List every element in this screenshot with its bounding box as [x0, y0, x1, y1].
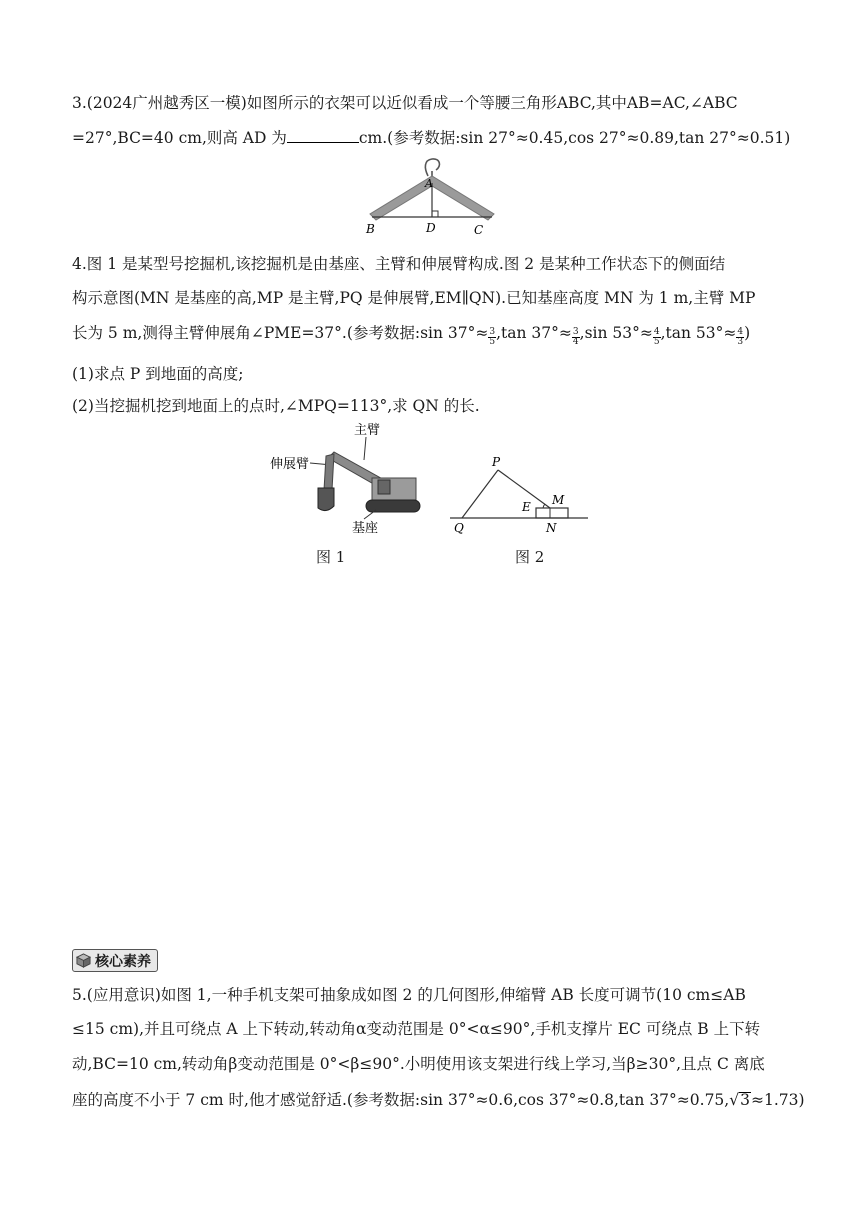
- caption-figure-2: 图 2: [515, 548, 545, 566]
- label-e: E: [522, 500, 531, 514]
- label-base: 基座: [352, 521, 379, 536]
- excavator-figure: [268, 420, 428, 538]
- base-rectangle: [536, 508, 568, 518]
- fraction-3-5: $\frac{3}{5}$: [489, 327, 496, 347]
- q4-part-1: (1)求点 P 到地面的高度;: [72, 365, 244, 383]
- label-extend-arm: 伸展臂: [270, 457, 310, 472]
- fraction-4-5: $\frac{4}{5}$: [653, 327, 660, 347]
- q4-line-3-d: ,tan 53°≈: [660, 324, 737, 342]
- angle-arc: [543, 504, 545, 508]
- q5-line-4-a: 座的高度不小于 7 cm 时,他才感觉舒适.(参考数据:sin 37°≈0.6,cos 37°≈0.8,tan 37°≈0.75,: [72, 1091, 730, 1109]
- caption-figure-1: 图 1: [316, 548, 346, 566]
- answer-blank: [287, 128, 359, 143]
- q3-line-2-a: =27°,BC=40 cm,则高 AD 为: [72, 129, 287, 147]
- hanger-figure: [362, 156, 502, 238]
- q4-part-2: (2)当挖掘机挖到地面上的点时,∠MPQ=113°,求 QN 的长.: [72, 397, 480, 415]
- q4-line-3-b: ,tan 37°≈: [496, 324, 572, 342]
- sqrt-argument: 3: [740, 1091, 750, 1109]
- segment-pq: [462, 470, 498, 518]
- excavator-stick: [324, 454, 334, 490]
- schematic-figure: [446, 452, 596, 536]
- q4-line-2: 构示意图(MN 是基座的高,MP 是主臂,PQ 是伸展臂,EM∥QN).已知基座高度 MN 为 1 m,主臂 MP: [72, 289, 756, 307]
- q4-line-3: [72, 323, 750, 347]
- label-p: P: [492, 455, 501, 469]
- cube-icon: [76, 953, 91, 968]
- right-angle-mark: [432, 211, 438, 217]
- label-c: C: [474, 223, 484, 237]
- label-d: D: [426, 221, 436, 235]
- q5-line-4: 座的高度不小于 7 cm 时,他才感觉舒适.(参考数据:sin 37°≈0.6,cos 37°≈0.8,tan 37°≈0.75,√3≈1.73): [72, 1091, 805, 1109]
- q4-line-1: 4.图 1 是某型号挖掘机,该挖掘机是由基座、主臂和伸展臂构成.图 2 是某种工作状态下的侧面结: [72, 255, 726, 273]
- q5-line-1: 5.(应用意识)如图 1,一种手机支架可抽象成如图 2 的几何图形,伸缩臂 AB 长度可调节(10 cm≤AB: [72, 986, 746, 1004]
- fraction-4-3: $\frac{4}{3}$: [737, 327, 744, 347]
- section-badge: [72, 949, 158, 972]
- label-b: B: [366, 222, 375, 236]
- q4-line-3-a: 长为 5 m,测得主臂伸展角∠PME=37°.(参考数据:sin 37°≈: [72, 324, 489, 342]
- pointer-main-arm: [364, 437, 366, 460]
- q3-line-1: 3.(2024广州越秀区一模)如图所示的衣架可以近似看成一个等腰三角形ABC,其中AB=AC,∠ABC: [72, 94, 738, 112]
- q3-line-2-b: cm.(参考数据:sin 27°≈0.45,cos 27°≈0.89,tan 27°≈0.51): [358, 129, 791, 147]
- q3-line-2: [72, 128, 790, 148]
- excavator-cab: [378, 480, 390, 494]
- label-q: Q: [454, 521, 464, 535]
- section-badge-label: 核心素养: [95, 953, 151, 970]
- excavator-bucket: [318, 488, 334, 511]
- label-a: A: [425, 177, 433, 190]
- label-n: N: [546, 521, 557, 535]
- q5-line-4-b: ≈1.73): [750, 1091, 805, 1109]
- label-main-arm: 主臂: [354, 423, 381, 438]
- q5-line-2: ≤15 cm),并且可绕点 A 上下转动,转动角α变动范围是 0°<α≤90°,手机支撑片 EC 可绕点 B 上下转: [72, 1020, 761, 1038]
- q5-line-3: 动,BC=10 cm,转动角β变动范围是 0°<β≤90°.小明使用该支架进行线上学习,当β≥30°,且点 C 离底: [72, 1055, 765, 1073]
- excavator-track: [366, 500, 420, 512]
- q4-line-3-c: ,sin 53°≈: [579, 324, 653, 342]
- label-m: M: [552, 493, 565, 507]
- fraction-3-4: $\frac{3}{4}$: [572, 327, 579, 347]
- q4-line-3-e: ): [744, 324, 751, 342]
